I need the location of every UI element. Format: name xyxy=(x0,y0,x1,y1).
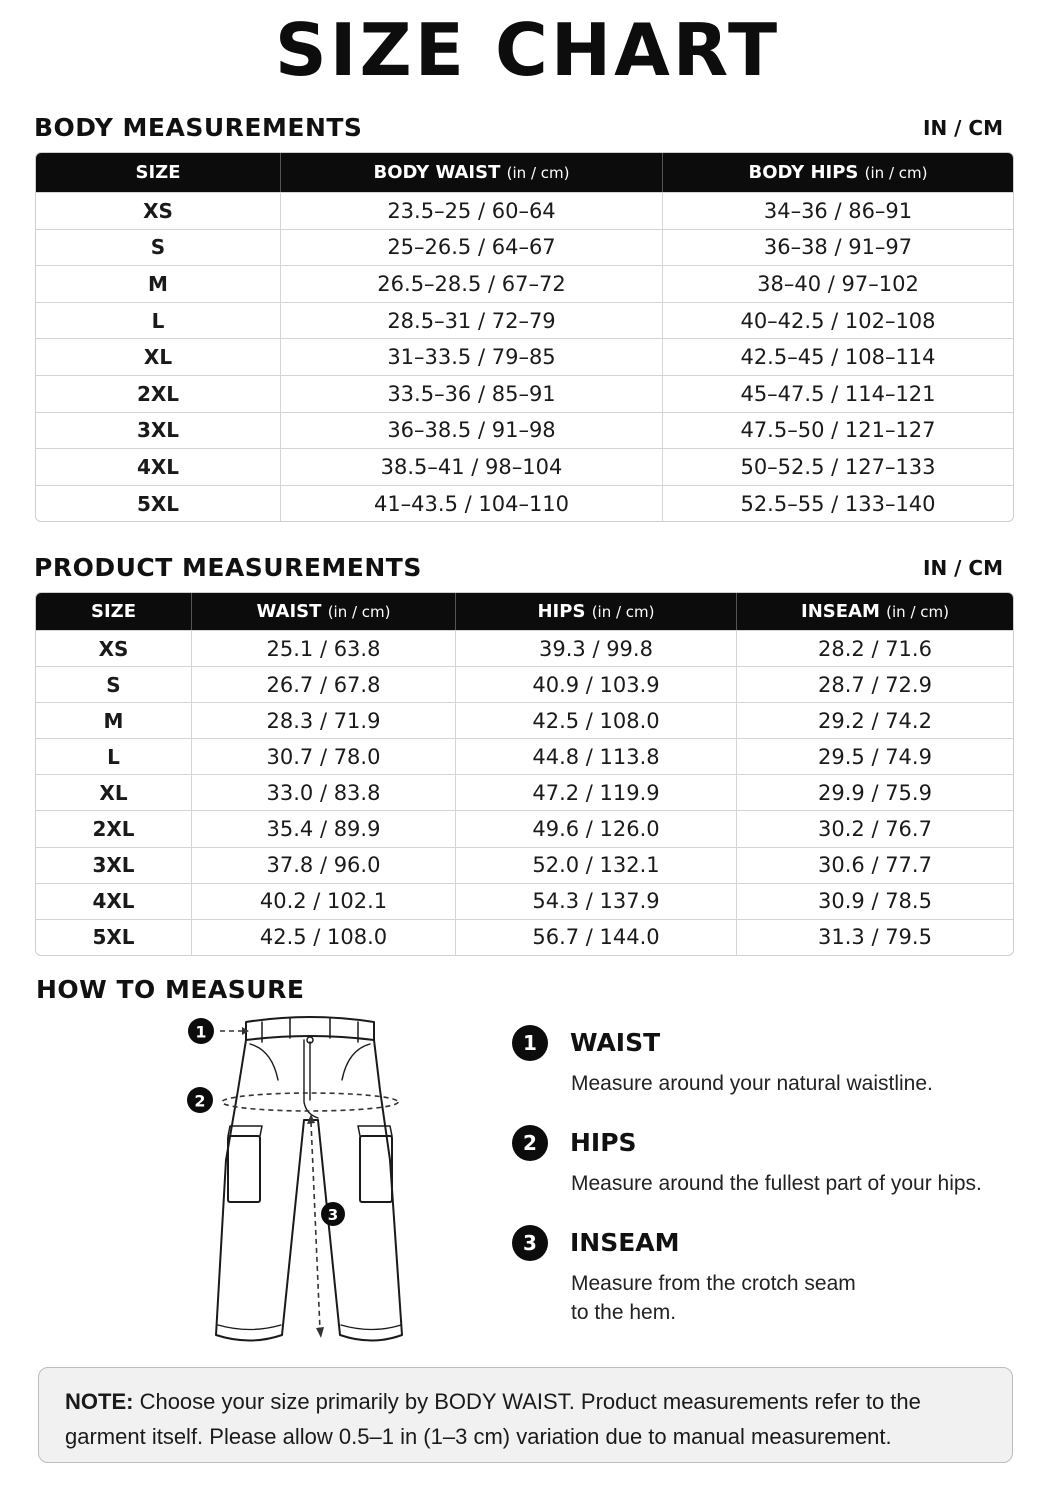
inseam-cell: 29.2 / 74.2 xyxy=(737,702,1013,738)
svg-text:3: 3 xyxy=(327,1206,339,1224)
waist-cell: 26.5–28.5 / 67–72 xyxy=(281,265,663,302)
hips-cell: 40–42.5 / 102–108 xyxy=(663,302,1013,339)
waist-cell: 31–33.5 / 79–85 xyxy=(281,338,663,375)
table-row xyxy=(36,485,1013,522)
waist-cell: 28.3 / 71.9 xyxy=(192,702,456,738)
diagram-marker-inseam xyxy=(321,1202,345,1226)
hips-cell: 52.5–55 / 133–140 xyxy=(663,485,1013,522)
step-number-badge: 2 xyxy=(512,1125,548,1161)
hips-cell: 54.3 / 137.9 xyxy=(456,883,737,919)
table-row xyxy=(36,774,1013,810)
column-header-hips: HIPS (in / cm) xyxy=(456,593,737,630)
note-text: Choose your size primarily by BODY WAIST. Product measurements refer to the garment itself. Please allow 0.5–1 in (1–3 cm) variation due to manual measurement. xyxy=(65,1389,921,1449)
size-cell: XL xyxy=(36,338,281,375)
waist-cell: 25.1 / 63.8 xyxy=(192,630,456,666)
svg-text:1: 1 xyxy=(195,1022,207,1042)
inseam-cell: 30.2 / 76.7 xyxy=(737,810,1013,846)
page-title: SIZE CHART xyxy=(274,8,781,92)
note-box xyxy=(38,1367,1013,1463)
table-row xyxy=(36,192,1013,229)
step-title: INSEAM xyxy=(570,1228,680,1257)
table-row xyxy=(36,229,1013,266)
size-cell: M xyxy=(36,702,192,738)
hips-cell: 47.5–50 / 121–127 xyxy=(663,412,1013,449)
size-cell: 3XL xyxy=(36,412,281,449)
body-measurements-table xyxy=(35,152,1014,522)
column-header-body-hips: BODY HIPS (in / cm) xyxy=(663,153,1013,192)
hips-cell: 42.5–45 / 108–114 xyxy=(663,338,1013,375)
table-row xyxy=(36,883,1013,919)
note-label: NOTE: xyxy=(65,1389,134,1414)
size-cell: 4XL xyxy=(36,448,281,485)
size-cell: M xyxy=(36,265,281,302)
size-cell: XS xyxy=(36,630,192,666)
table-row xyxy=(36,412,1013,449)
cargo-pants-diagram-icon xyxy=(180,1010,420,1355)
waist-cell: 36–38.5 / 91–98 xyxy=(281,412,663,449)
waist-cell: 28.5–31 / 72–79 xyxy=(281,302,663,339)
size-cell: L xyxy=(36,738,192,774)
table-row xyxy=(36,666,1013,702)
size-cell: 2XL xyxy=(36,375,281,412)
size-cell: 4XL xyxy=(36,883,192,919)
size-cell: 3XL xyxy=(36,847,192,883)
waist-cell: 38.5–41 / 98–104 xyxy=(281,448,663,485)
table-row xyxy=(36,448,1013,485)
hips-cell: 56.7 / 144.0 xyxy=(456,919,737,955)
table-row xyxy=(36,847,1013,883)
waist-cell: 26.7 / 67.8 xyxy=(192,666,456,702)
waist-cell: 35.4 / 89.9 xyxy=(192,810,456,846)
table-row xyxy=(36,375,1013,412)
table-header-row xyxy=(36,593,1013,630)
hips-cell: 38–40 / 97–102 xyxy=(663,265,1013,302)
product-measurements-table xyxy=(35,592,1014,956)
table-row xyxy=(36,265,1013,302)
waist-cell: 23.5–25 / 60–64 xyxy=(281,192,663,229)
waist-cell: 40.2 / 102.1 xyxy=(192,883,456,919)
size-cell: 5XL xyxy=(36,919,192,955)
body-measurements-heading: BODY MEASUREMENTS xyxy=(34,113,363,142)
body-unit-label: IN / CM xyxy=(923,116,1003,140)
inseam-cell: 29.5 / 74.9 xyxy=(737,738,1013,774)
size-cell: L xyxy=(36,302,281,339)
waist-cell: 41–43.5 / 104–110 xyxy=(281,485,663,522)
inseam-cell: 28.2 / 71.6 xyxy=(737,630,1013,666)
hips-cell: 39.3 / 99.8 xyxy=(456,630,737,666)
product-unit-label: IN / CM xyxy=(923,556,1003,580)
column-header-size: SIZE xyxy=(36,593,192,630)
product-measurements-heading: PRODUCT MEASUREMENTS xyxy=(34,553,422,582)
step-description: Measure from the crotch seam to the hem. xyxy=(571,1272,856,1324)
waist-cell: 30.7 / 78.0 xyxy=(192,738,456,774)
table-row xyxy=(36,738,1013,774)
inseam-cell: 29.9 / 75.9 xyxy=(737,774,1013,810)
step-number-badge: 1 xyxy=(512,1025,548,1061)
waist-cell: 33.5–36 / 85–91 xyxy=(281,375,663,412)
hips-cell: 47.2 / 119.9 xyxy=(456,774,737,810)
step-title: WAIST xyxy=(570,1028,661,1057)
table-row xyxy=(36,338,1013,375)
inseam-cell: 30.9 / 78.5 xyxy=(737,883,1013,919)
step-number-badge: 3 xyxy=(512,1225,548,1261)
hips-cell: 42.5 / 108.0 xyxy=(456,702,737,738)
waist-cell: 25–26.5 / 64–67 xyxy=(281,229,663,266)
diagram-marker-waist xyxy=(188,1018,214,1044)
table-row xyxy=(36,810,1013,846)
svg-text:2: 2 xyxy=(194,1091,206,1111)
column-header-inseam: INSEAM (in / cm) xyxy=(737,593,1013,630)
inseam-cell: 30.6 / 77.7 xyxy=(737,847,1013,883)
step-description: Measure around the fullest part of your hips. xyxy=(571,1172,982,1195)
size-cell: S xyxy=(36,229,281,266)
diagram-marker-hips xyxy=(187,1087,213,1113)
table-row xyxy=(36,919,1013,955)
hips-cell: 40.9 / 103.9 xyxy=(456,666,737,702)
inseam-cell: 28.7 / 72.9 xyxy=(737,666,1013,702)
size-cell: XL xyxy=(36,774,192,810)
step-description: Measure around your natural waistline. xyxy=(571,1072,933,1095)
column-header-size: SIZE xyxy=(36,153,281,192)
size-cell: S xyxy=(36,666,192,702)
table-row xyxy=(36,302,1013,339)
size-cell: 2XL xyxy=(36,810,192,846)
hips-cell: 52.0 / 132.1 xyxy=(456,847,737,883)
hips-cell: 34–36 / 86–91 xyxy=(663,192,1013,229)
how-to-measure-heading: HOW TO MEASURE xyxy=(36,975,305,1004)
hips-cell: 50–52.5 / 127–133 xyxy=(663,448,1013,485)
hips-cell: 44.8 / 113.8 xyxy=(456,738,737,774)
size-cell: 5XL xyxy=(36,485,281,522)
step-title: HIPS xyxy=(570,1128,637,1157)
table-row xyxy=(36,702,1013,738)
hips-cell: 45–47.5 / 114–121 xyxy=(663,375,1013,412)
table-header-row xyxy=(36,153,1013,192)
waist-cell: 42.5 / 108.0 xyxy=(192,919,456,955)
hips-cell: 36–38 / 91–97 xyxy=(663,229,1013,266)
column-header-waist: WAIST (in / cm) xyxy=(192,593,456,630)
column-header-body-waist: BODY WAIST (in / cm) xyxy=(281,153,663,192)
size-cell: XS xyxy=(36,192,281,229)
inseam-cell: 31.3 / 79.5 xyxy=(737,919,1013,955)
table-row xyxy=(36,630,1013,666)
waist-cell: 33.0 / 83.8 xyxy=(192,774,456,810)
waist-cell: 37.8 / 96.0 xyxy=(192,847,456,883)
hips-cell: 49.6 / 126.0 xyxy=(456,810,737,846)
